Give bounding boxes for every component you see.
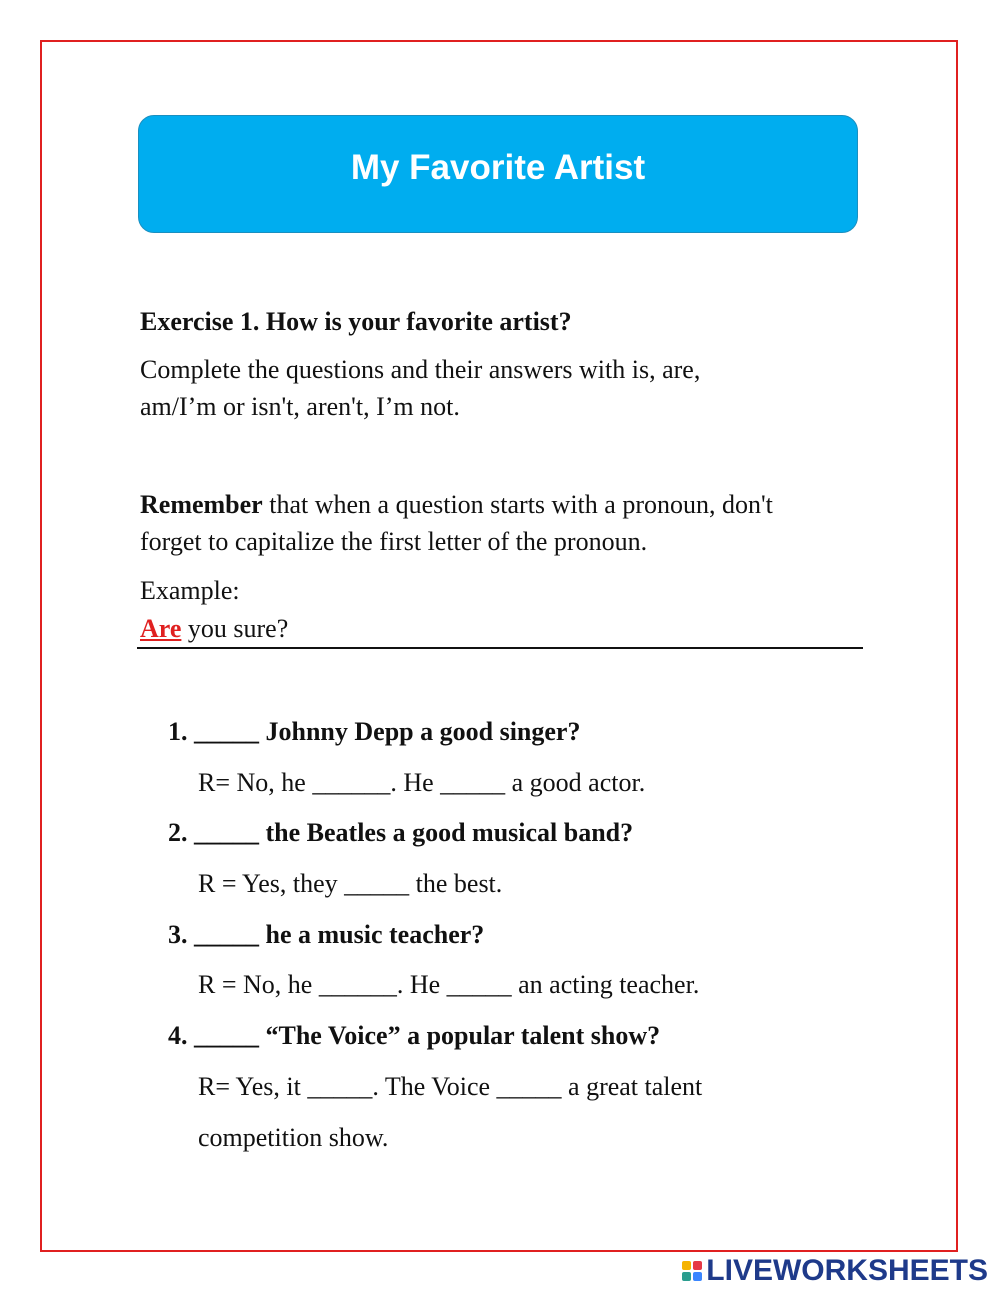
- question-3: 3. _____ he a music teacher?: [168, 920, 485, 949]
- remember-bold: Remember: [140, 490, 263, 519]
- exercise-heading: Exercise 1. How is your favorite artist?: [140, 307, 572, 336]
- logo-blocks-icon: [682, 1261, 702, 1281]
- remember-text-2: forget to capitalize the first letter of the pronoun.: [140, 527, 648, 556]
- title-banner: [138, 115, 858, 233]
- question-4: 4. _____ “The Voice” a popular talent show?: [168, 1021, 661, 1050]
- page-title: My Favorite Artist: [350, 148, 646, 187]
- answer-3[interactable]: R = No, he ______. He _____ an acting teacher.: [198, 970, 700, 999]
- example-label: Example:: [140, 576, 240, 605]
- answer-2[interactable]: R = Yes, they _____ the best.: [198, 869, 503, 898]
- instructions: [140, 351, 870, 425]
- answer-1[interactable]: R= No, he ______. He _____ a good actor.: [198, 768, 646, 797]
- instructions-line-1: Complete the questions and their answers with is, are,: [140, 355, 701, 384]
- logo-block: [693, 1261, 702, 1270]
- liveworksheets-logo: [682, 1254, 988, 1288]
- example-rest: you sure?: [181, 614, 289, 643]
- instructions-line-2: am/I’m or isn't, aren't, I’m not.: [140, 392, 460, 421]
- logo-block: [682, 1272, 691, 1281]
- remember-note: [140, 486, 870, 560]
- question-1: 1. _____ Johnny Depp a good singer?: [168, 717, 581, 746]
- logo-text: LIVEWORKSHEETS: [706, 1254, 988, 1287]
- divider-line: [137, 647, 863, 649]
- remember-text-1: that when a question starts with a pronoun, don't: [262, 490, 773, 519]
- answer-4-line-2: competition show.: [198, 1123, 389, 1152]
- example-sentence: [140, 610, 870, 647]
- logo-block: [693, 1272, 702, 1281]
- logo-block: [682, 1261, 691, 1270]
- example-answer: Are: [140, 614, 182, 643]
- question-2: 2. _____ the Beatles a good musical band?: [168, 818, 634, 847]
- remember-line-1: [140, 486, 870, 523]
- answer-4-line-1[interactable]: R= Yes, it _____. The Voice _____ a great talent: [198, 1072, 703, 1101]
